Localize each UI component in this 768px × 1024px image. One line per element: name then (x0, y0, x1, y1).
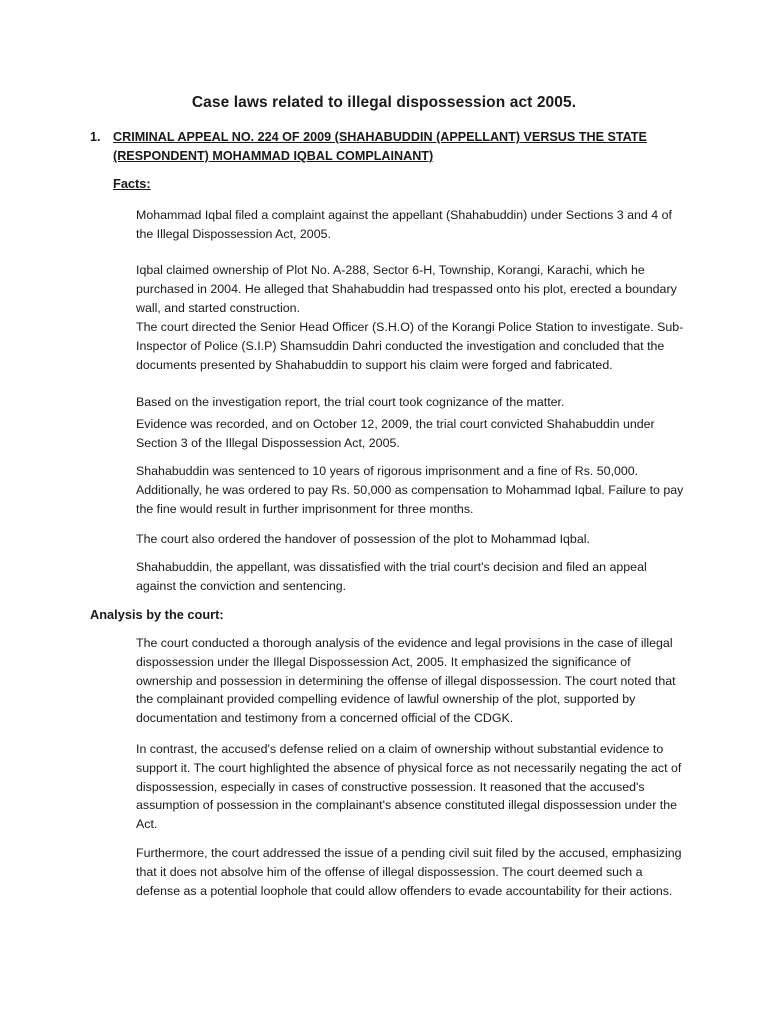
facts-paragraph: Mohammad Iqbal filed a complaint against the appellant (Shahabuddin) under Sections 3 and 4 of the Illegal Dispossession Act, 2005. (136, 208, 672, 241)
facts-paragraph: Shahabuddin, the appellant, was dissatisfied with the trial court's decision and filed an appeal against the conviction and sentencing. (136, 560, 647, 593)
facts-heading: Facts: (113, 176, 151, 191)
analysis-heading: Analysis by the court: (90, 607, 224, 622)
analysis-paragraph: The court conducted a thorough analysis of the evidence and legal provisions in the case of illegal dispossession under the Illegal Dispossession Act, 2005. It emphasized the significance of ownership and possession in determining the offense of illegal dispossession. The court noted that the complainant provided compelling evidence of lawful ownership of the plot, supported by documentation and testimony from a concerned official of the CDGK. (136, 636, 676, 726)
analysis-paragraph: Furthermore, the court addressed the issue of a pending civil suit filed by the accused, emphasizing that it does not absolve him of the offense of illegal dispossession. The court deemed such a defense as a potential loophole that could allow offenders to evade accountability for their actions. (136, 846, 682, 898)
case-title: CRIMINAL APPEAL NO. 224 OF 2009 (SHAHABUDDIN (APPELLANT) VERSUS THE STATE (RESPONDENT) MOHAMMAD IQBAL COMPLAINANT) (113, 130, 647, 163)
facts-paragraph: The court directed the Senior Head Officer (S.H.O) of the Korangi Police Station to investigate. Sub-Inspector of Police (S.I.P) Shamsuddin Dahri conducted the investigation and concluded that the documents presented by Shahabuddin to support his claim were forged and fabricated. (136, 320, 684, 372)
case-number: 1. (90, 130, 101, 144)
analysis-paragraph: In contrast, the accused's defense relied on a claim of ownership without substantial evidence to support it. The court highlighted the absence of physical force as not necessarily negating the act of dispossession, especially in cases of constructive possession. It reasoned that the accused's assumption of possession in the complainant's absence constituted illegal dispossession under the Act. (136, 742, 682, 832)
facts-paragraph: Iqbal claimed ownership of Plot No. A-288, Sector 6-H, Township, Korangi, Karachi, which he purchased in 2004. He alleged that Shahabuddin had trespassed onto his plot, erected a boundary wall, and started construction. (136, 263, 677, 315)
page-title: Case laws related to illegal dispossession act 2005. (191, 94, 577, 111)
facts-paragraph: Evidence was recorded, and on October 12, 2009, the trial court convicted Shahabuddin under Section 3 of the Illegal Dispossession Act, 2005. (136, 417, 655, 450)
facts-paragraph: The court also ordered the handover of possession of the plot to Mohammad Iqbal. (136, 532, 590, 546)
facts-paragraph: Shahabuddin was sentenced to 10 years of rigorous imprisonment and a fine of Rs. 50,000. Additionally, he was ordered to pay Rs. 50,000 as compensation to Mohammad Iqbal. Failure to pay the fine would result in further imprisonment for three months. (136, 464, 684, 516)
facts-paragraph: Based on the investigation report, the trial court took cognizance of the matter. (136, 395, 565, 409)
